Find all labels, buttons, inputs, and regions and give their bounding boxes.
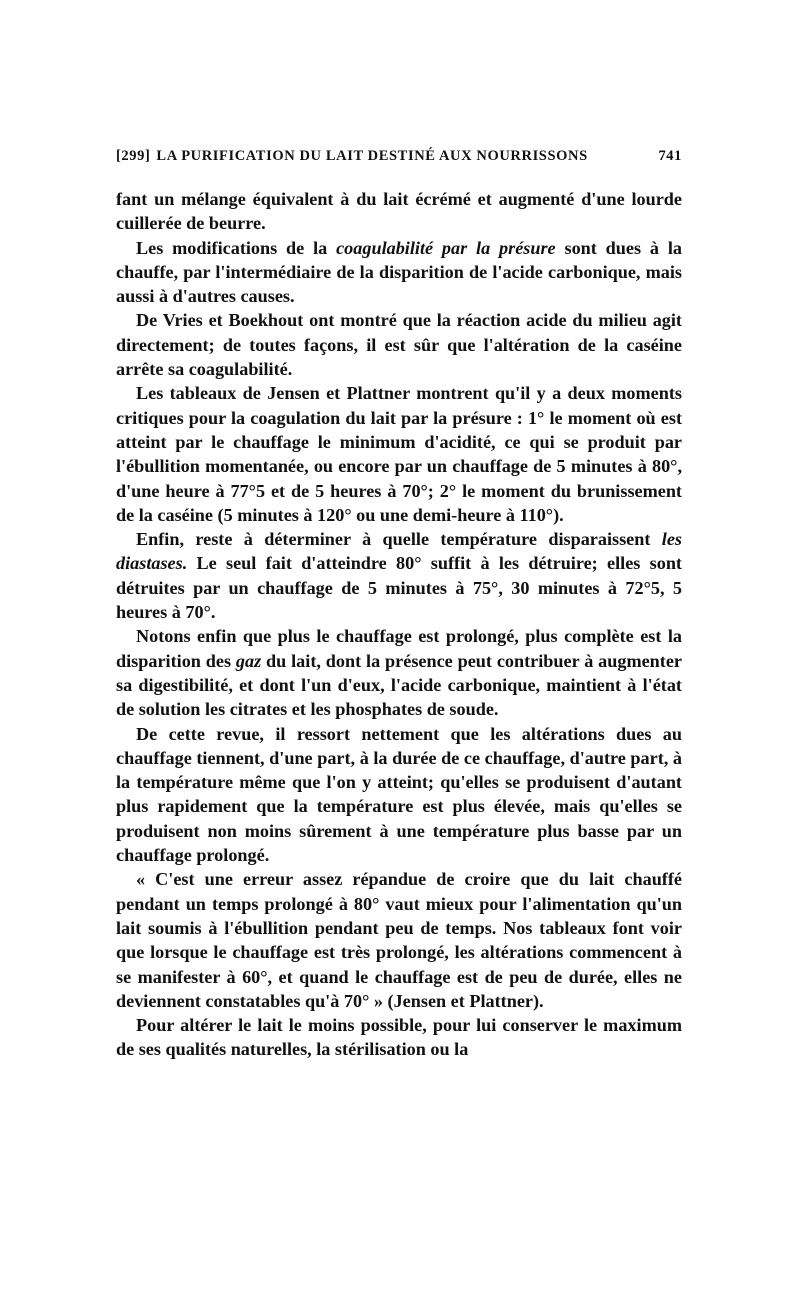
italic-phrase: coagulabilité par la présure: [336, 237, 556, 258]
italic-phrase: les diastases.: [116, 529, 682, 574]
paragraph: [116, 236, 682, 309]
text-run: du lait, dont la présence peut contribuer à augmenter sa digestibilité, et dont l'un d'eux, l'acide carbonique, maintient à l'état de solution les citrates et les phosphates de soude.: [116, 650, 682, 720]
text-run: Le seul fait d'atteindre 80° suffit à les détruire; elles sont détruites par un chauffage de 5 minutes à 75°, 30 minutes à 72°5, 5 heures à 70°.: [116, 553, 682, 623]
book-page: [116, 148, 682, 1062]
paragraph: [116, 527, 682, 624]
running-head: [116, 148, 682, 165]
text-run: sont dues à la chauffe, par l'intermédiaire de la disparition de l'acide carbonique, mais aussi à d'autres causes.: [116, 237, 682, 307]
text-run: fant un mélange équivalent à du lait écrémé et augmenté d'une lourde cuillerée de beurre.: [116, 189, 682, 234]
paragraph: [116, 722, 682, 868]
paragraph: [116, 624, 682, 721]
text-run: Pour altérer le lait le moins possible, pour lui conserver le maximum de ses qualités naturelles, la stérilisation ou la: [116, 1015, 682, 1060]
running-title: LA PURIFICATION DU LAIT DESTINÉ AUX NOURRISSONS: [156, 148, 588, 164]
text-run: De Vries et Boekhout ont montré que la réaction acide du milieu agit directement; de toutes façons, il est sûr que l'altération de la caséine arrête sa coagulabilité.: [116, 310, 682, 380]
text-run: Notons enfin que plus le chauffage est prolongé, plus complète est la disparition des: [116, 626, 682, 671]
paragraph: [116, 1013, 682, 1062]
paragraph: [116, 381, 682, 527]
paragraph: [116, 867, 682, 1013]
paragraph: [116, 308, 682, 381]
text-run: Enfin, reste à déterminer à quelle température disparaissent: [136, 529, 662, 550]
paragraph: [116, 187, 682, 236]
body-text: [116, 187, 682, 1062]
text-run: De cette revue, il ressort nettement que les altérations dues au chauffage tiennent, d'une part, à la durée de ce chauffage, d'autre part, à la température même que l'on y atteint; qu'elles se produisent d'autant plus rapidement que la température est plus élevée, mais qu'elles se produisent non moins sûrement à une température plus basse par un chauffage prolongé.: [116, 723, 682, 866]
text-run: Les tableaux de Jensen et Plattner montrent qu'il y a deux moments critiques pour la coagulation du lait par la présure : 1° le moment où est atteint par le chauffage le minimum d'acidité, ce qui se produit par l'ébullition momentanée, ou encore par un chauffage de 5 minutes à 80°, d'une heure à 77°5 et de 5 heures à 70°; 2° le moment du brunissement de la caséine (5 minutes à 120° ou une demi-heure à 110°).: [116, 383, 682, 525]
section-reference: [299]: [116, 148, 151, 164]
text-run: Les modifications de la: [136, 237, 337, 258]
text-run: « C'est une erreur assez répandue de croire que du lait chauffé pendant un temps prolongé à 80° vaut mieux pour l'alimentation qu'un lait soumis à l'ébullition pendant peu de temps. Nos tableaux font voir que lorsque le chauffage est très prolongé, les altérations commencent à se manifester à 60°, et quand le chauffage est de peu de durée, elles ne deviennent constatables qu'à 70° » (Jensen et Plattner).: [116, 869, 682, 1011]
page-number: 741: [658, 148, 682, 164]
italic-phrase: gaz: [235, 650, 262, 671]
